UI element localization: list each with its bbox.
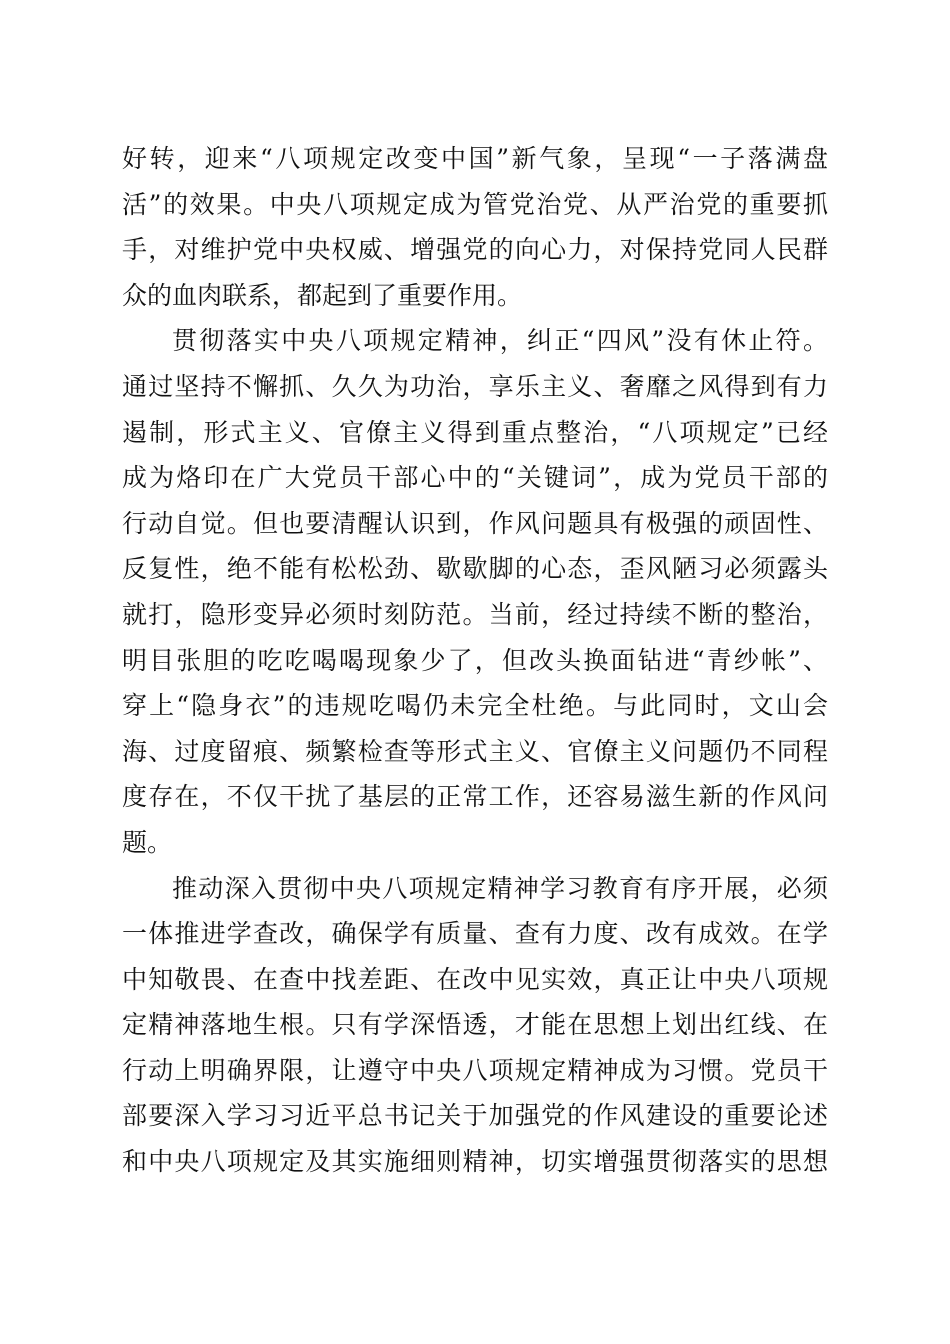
paragraph-1-line-3: 手，对维护党中央权威、增强党的向心力，对保持党同人民群 bbox=[122, 235, 828, 265]
paragraph-2-line-7: 就打，隐形变异必须时刻防范。当前，经过持续不断的整治， bbox=[122, 599, 828, 629]
paragraph-2-line-1: 贯彻落实中央八项规定精神，纠正“四风”没有休止符。 bbox=[172, 326, 828, 356]
body-text bbox=[122, 136, 828, 1185]
paragraph-3-line-1: 推动深入贯彻中央八项规定精神学习教育有序开展，必须 bbox=[172, 873, 828, 903]
paragraph-2-line-3: 遏制，形式主义、官僚主义得到重点整治，“八项规定”已经 bbox=[122, 417, 828, 447]
paragraph-2-line-10: 海、过度留痕、频繁检查等形式主义、官僚主义问题仍不同程 bbox=[122, 736, 828, 766]
paragraph-3-line-3: 中知敬畏、在查中找差距、在改中见实效，真正让中央八项规 bbox=[122, 964, 828, 994]
paragraph-1-line-2: 活”的效果。中央八项规定成为管党治党、从严治党的重要抓 bbox=[122, 189, 828, 219]
paragraph-2-line-9: 穿上“隐身衣”的违规吃喝仍未完全杜绝。与此同时，文山会 bbox=[122, 691, 828, 721]
paragraph-1-line-1: 好转，迎来“八项规定改变中国”新气象，呈现“一子落满盘 bbox=[122, 144, 828, 173]
paragraph-2-line-6: 反复性，绝不能有松松劲、歇歇脚的心态，歪风陋习必须露头 bbox=[122, 554, 828, 584]
paragraph-2-line-5: 行动自觉。但也要清醒认识到，作风问题具有极强的顽固性、 bbox=[122, 508, 828, 538]
paragraph-2-line-11: 度存在，不仅干扰了基层的正常工作，还容易滋生新的作风问 bbox=[122, 782, 828, 812]
paragraph-3-line-6: 部要深入学习习近平总书记关于加强党的作风建设的重要论述 bbox=[122, 1101, 828, 1131]
paragraph-3-line-5: 行动上明确界限，让遵守中央八项规定精神成为习惯。党员干 bbox=[122, 1055, 828, 1085]
paragraph-3-line-7: 和中央八项规定及其实施细则精神，切实增强贯彻落实的思想 bbox=[122, 1147, 828, 1177]
paragraph-2-line-2: 通过坚持不懈抓、久久为功治，享乐主义、奢靡之风得到有力 bbox=[122, 371, 828, 401]
paragraph-1-line-4: 众的血肉联系，都起到了重要作用。 bbox=[122, 280, 523, 310]
paragraph-2-line-8: 明目张胆的吃吃喝喝现象少了，但改头换面钻进“青纱帐”、 bbox=[122, 645, 828, 675]
paragraph-2-line-4: 成为烙印在广大党员干部心中的“关键词”，成为党员干部的 bbox=[122, 463, 828, 493]
paragraph-3-line-2: 一体推进学查改，确保学有质量、查有力度、改有成效。在学 bbox=[122, 919, 828, 949]
paragraph-2-line-12: 题。 bbox=[122, 827, 173, 857]
paragraph-3-line-4: 定精神落地生根。只有学深悟透，才能在思想上划出红线、在 bbox=[122, 1010, 828, 1040]
